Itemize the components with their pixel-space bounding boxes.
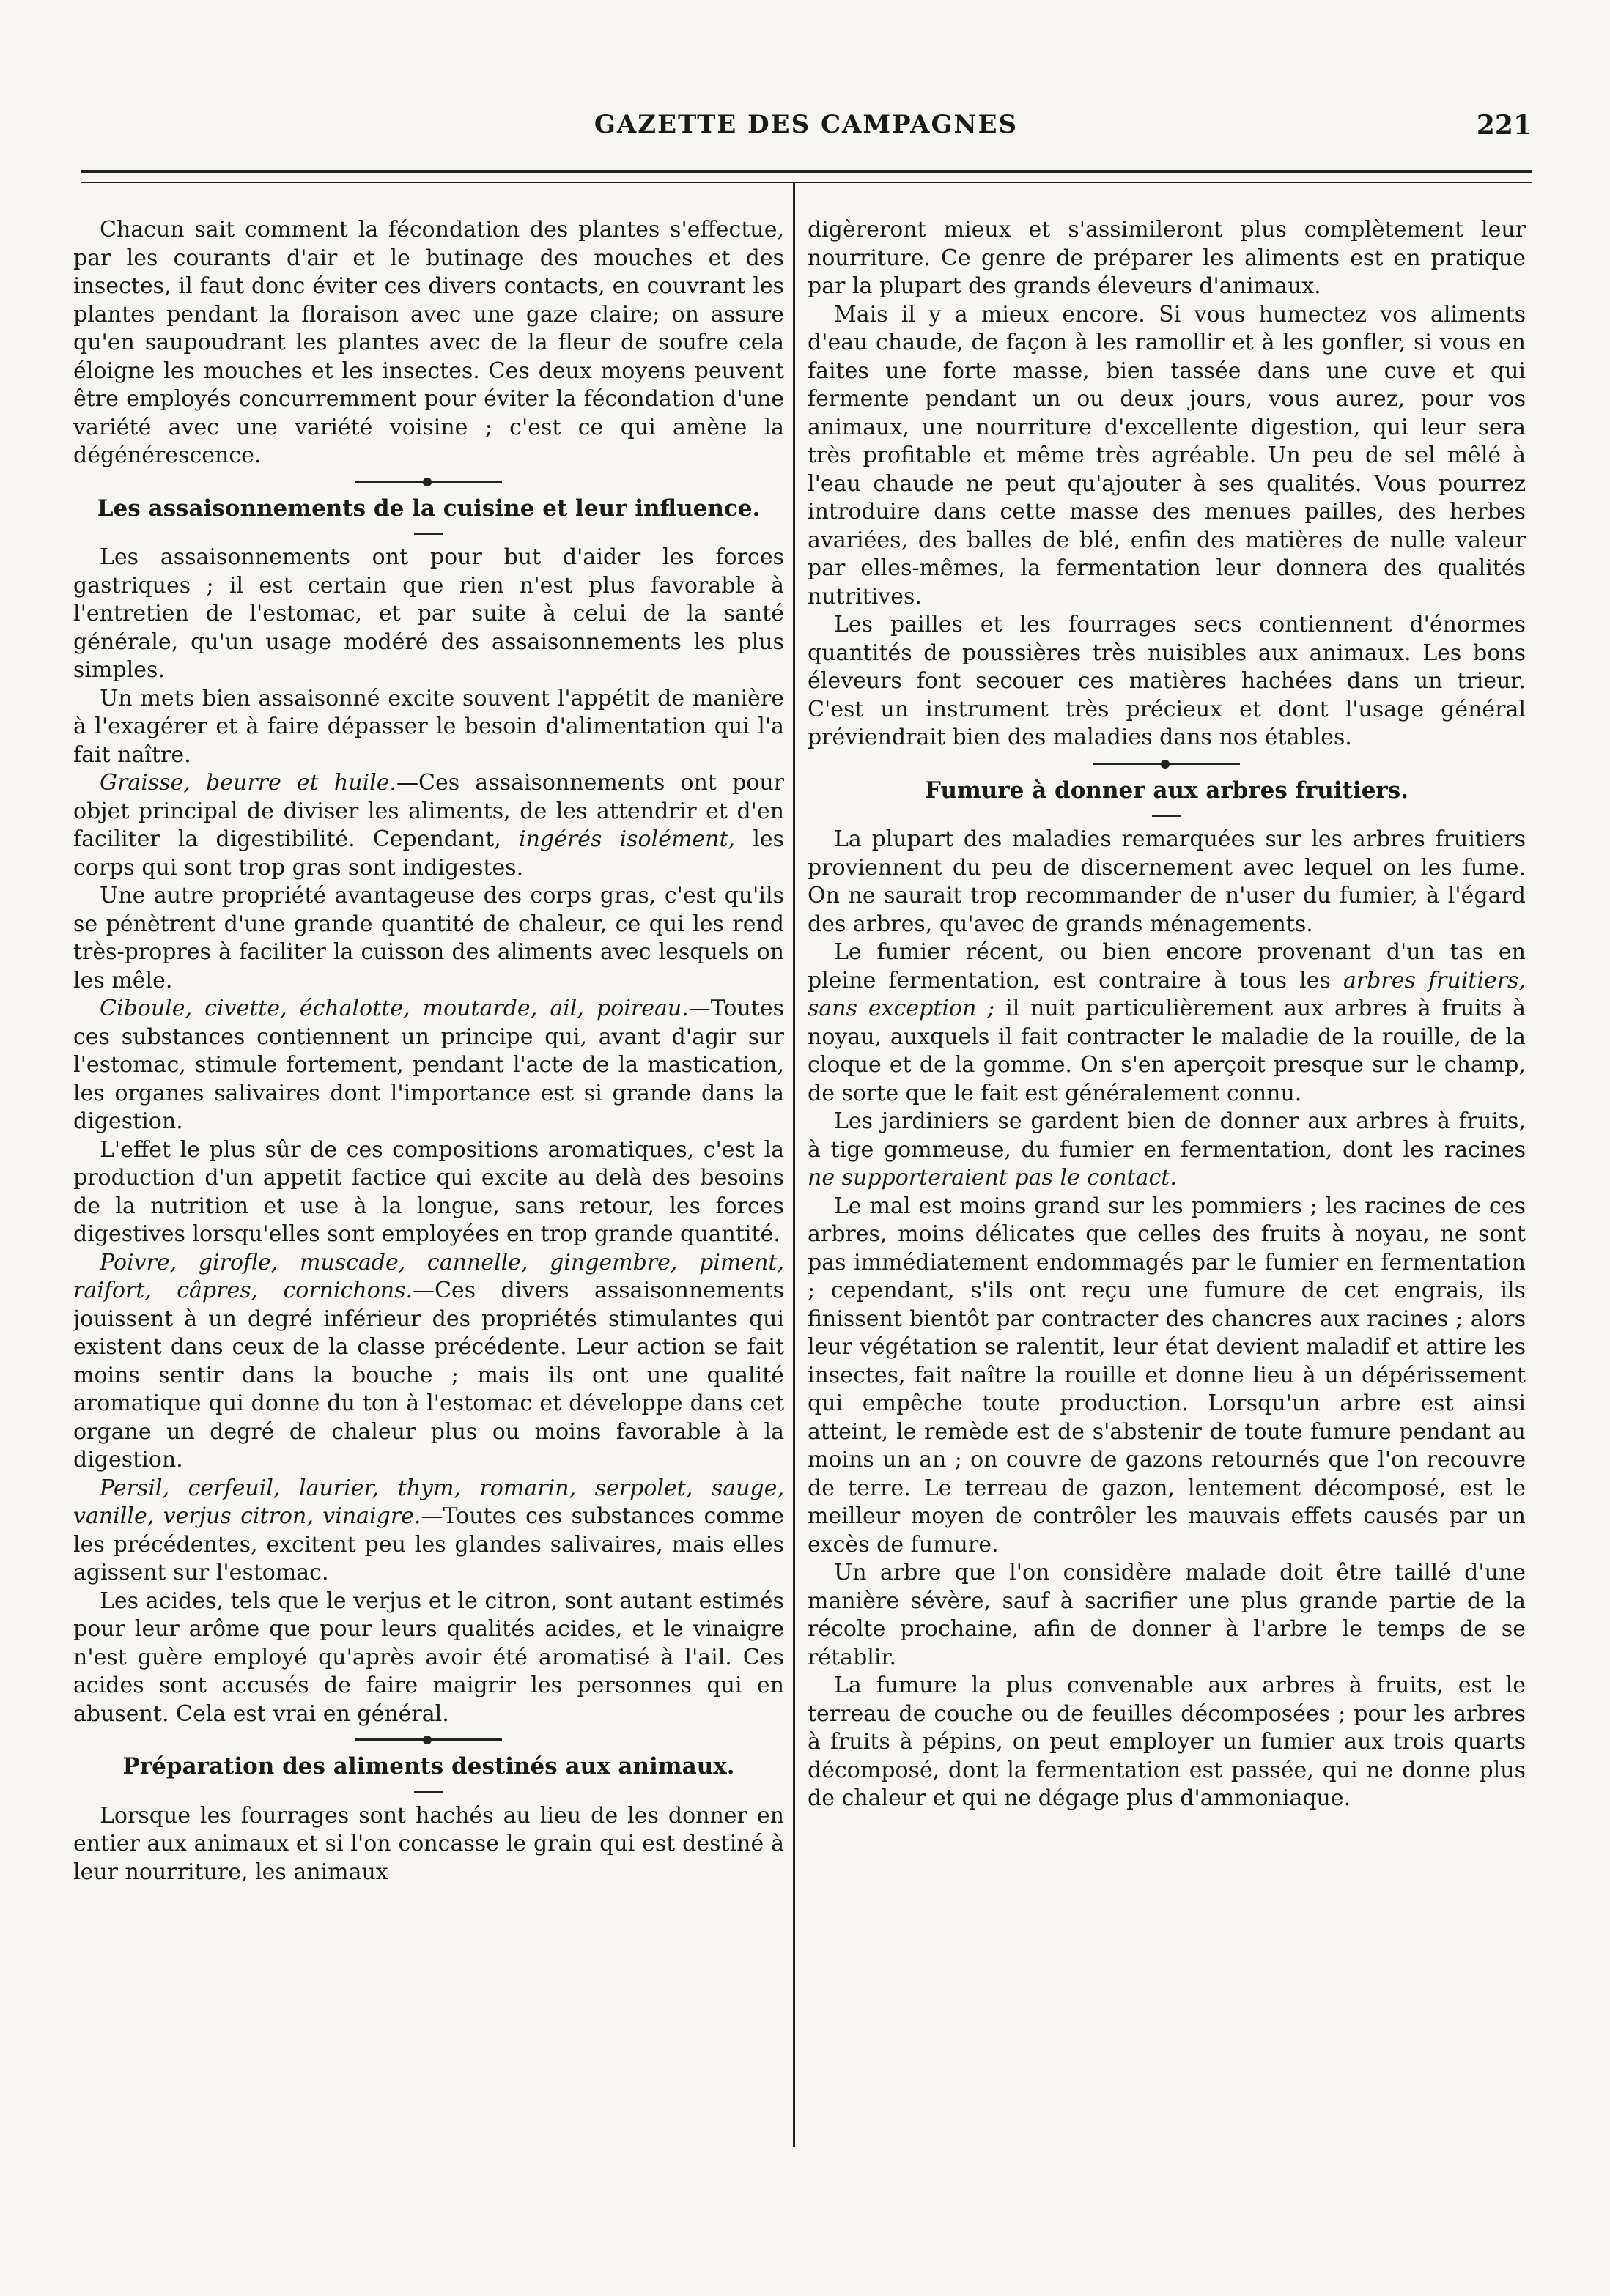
paragraph: Lorsque les fourrages sont hachés au lieu de les donner en entier aux animaux et si l'on concasse le grain qui est destiné à leur nourriture, les animaux — [73, 1802, 784, 1885]
paragraph — [73, 1475, 784, 1588]
section-separator — [355, 481, 502, 483]
italic-heading: Poivre, girofle, muscade, cannelle, gingembre, piment, raifort, câpres, cornichons. — [73, 1249, 784, 1303]
paragraph: Un mets bien assaisonné excite souvent l'appétit de manière à l'exagérer et à faire dépasser le besoin d'alimentation qui l'a fait naître. — [73, 685, 784, 768]
page-number: 221 — [1476, 110, 1532, 141]
paragraph: Les assaisonnements ont pour but d'aider les forces gastriques ; il est certain que rien n'est plus favorable à l'entretien de l'estomac, et par suite à celui de la santé générale, qu'un usage modéré des assaisonnements les plus simples. — [73, 544, 784, 683]
paragraph: Les acides, tels que le verjus et le citron, sont autant estimés pour leur arôme que pour leurs qualités acides, et le vinaigre n'est guère employé qu'après avoir été aromatisé à l'ail. Ces acides sont accusés de faire maigrir les personnes qui en abusent. Cela est vrai en général. — [73, 1588, 784, 1727]
page-header — [81, 110, 1532, 154]
paragraph-text: —Ces assaisonnements ont pour objet principal de diviser les aliments, de les attendrir et d'en faciliter la digestibilité. Cependant, — [73, 770, 784, 852]
paragraph-text: Les jardiniers se gardent bien de donner aux arbres à fruits, à tige gommeuse, du fumier en fermentation, dont les racines — [808, 1108, 1526, 1163]
title-rule — [1152, 815, 1181, 817]
right-column — [808, 216, 1526, 2136]
paragraph: La plupart des maladies remarquées sur les arbres fruitiers proviennent du peu de discernement avec lequel on les fume. On ne saurait trop recommander de n'user du fumier, à l'égard des arbres, qu'avec de grands ménagements. — [808, 826, 1526, 937]
section-title-fruit-trees: Fumure à donner aux arbres fruitiers. — [924, 777, 1409, 804]
paragraph-text: il nuit particulièrement aux arbres à fruits à noyau, auxquels il fait contracter le maladie de la rouille, de la cloque et de la gomme. On s'en aperçoit presque sur le champ, de sorte que le fait est généralement connu. — [808, 996, 1526, 1106]
left-column — [73, 216, 784, 2136]
paragraph: Le mal est moins grand sur les pommiers ; les racines de ces arbres, moins délicates que celles des fruits à noyau, ne sont pas immédiatement endommagés par le fumier en fermentation ; cependant, s'ils ont reçu une fumure de cet engrais, ils finissent bientôt par contracter des chancres aux racines ; alors leur végétation se ralentit, leur état devient maladif et attire les insectes, fait naître la rouille et donne lieu à un dépérissement qui empêche toute production. Lorsqu'un arbre est ainsi atteint, le remède est de s'abstenir de toute fumure pendant au moins un an ; on couvre de gazons retournés que l'on recouvre de terre. Le terreau de gazon, lentement décomposé, est le meilleur moyen de contrôler les mauvais effets causés par un excès de fumure. — [808, 1193, 1526, 1558]
section-separator — [1093, 763, 1240, 765]
italic-text: ingérés isolément, — [519, 826, 736, 852]
paragraph — [73, 1249, 784, 1475]
italic-text: arbres fruitiers, sans exception ; — [808, 967, 1526, 1021]
paragraph: digèreront mieux et s'assimileront plus complètement leur nourriture. Ce genre de préparer les aliments est en pratique par la plupart des grands éleveurs d'animaux. — [808, 217, 1526, 299]
running-title: GAZETTE DES CAMPAGNES — [594, 110, 1019, 139]
paragraph — [808, 938, 1526, 1108]
paragraph: L'effet le plus sûr de ces compositions aromatiques, c'est la production d'un appetit factice qui excite au delà des besoins de la nutrition et use à la longue, sans retour, les forces digestives lorsqu'elles sont employées en trop grande quantité. — [73, 1136, 784, 1247]
paragraph: Chacun sait comment la fécondation des plantes s'effectue, par les courants d'air et le butinage des mouches et des insectes, il faut donc éviter ces divers contacts, en couvrant les plantes pendant la floraison avec une gaze claire; on assure qu'en saupoudrant les plantes avec de la fleur de soufre cela éloigne les mouches et les insectes. Ces deux moyens peuvent être employés concurremment pour éviter la fécondation d'une variété avec une variété voisine ; c'est ce qui amène la dégénérescence. — [73, 217, 784, 468]
section-separator — [355, 1738, 502, 1741]
italic-text: ne supporteraient pas le contact. — [808, 1165, 1177, 1190]
paragraph: Mais il y a mieux encore. Si vous humectez vos aliments d'eau chaude, de façon à les ramollir et à les gonfler, si vous en faites une forte masse, bien tassée dans une cuve et qui fermente pendant un ou deux jours, vous aurez, pour vos animaux, une nourriture d'excellente digestion, qui leur sera très profitable et même très agréable. Un peu de sel mêlé à l'eau chaude ne peut qu'ajouter à ses qualités. Vous pourrez introduire dans cette masse des menues pailles, des herbes avariées, des balles de blé, enfin des matières de nulle valeur par elles-mêmes, la fermentation leur donnera des qualités nutritives. — [808, 301, 1526, 610]
paragraph-text: les corps qui sont trop gras sont indigestes. — [73, 826, 784, 881]
title-rule — [414, 1791, 443, 1793]
italic-heading: Ciboule, civette, échalotte, moutarde, ail, poireau. — [100, 996, 689, 1021]
paragraph — [73, 769, 784, 882]
paragraph: La fumure la plus convenable aux arbres à fruits, est le terreau de couche ou de feuilles décomposées ; pour les arbres à fruits à pépins, on peut employer un fumier aux trois quarts décomposé, dont la fermentation est passée, qui ne donne plus de chaleur et qui ne dégage plus d'ammoniaque. — [808, 1673, 1526, 1811]
paragraph-text: —Toutes ces substances comme les précédentes, excitent peu les glandes salivaires, mais elles agissent sur l'estomac. — [73, 1503, 784, 1585]
paragraph — [808, 1108, 1526, 1193]
section-title-seasonings: Les assaisonnements de la cuisine et leur influence. — [97, 495, 761, 522]
paragraph: Une autre propriété avantageuse des corps gras, c'est qu'ils se pénètrent d'une grande quantité de chaleur, ce qui les rend très-propres à faciliter la cuisson des aliments avec lesquels on les mêle. — [73, 883, 784, 993]
paragraph-text: —Ces divers assaisonnements jouissent à un degré inférieur des propriétés stimulantes qui existent dans ceux de la classe précédente. Leur action se fait moins sentir dans la bouche ; mais ils ont une qualité aromatique qui donne du ton à l'estomac et développe dans cet organe un degré de chaleur plus ou moins favorable à la digestion. — [73, 1278, 784, 1473]
section-title-animal-feed: Préparation des aliments destinés aux animaux. — [122, 1753, 735, 1780]
paragraph: Les pailles et les fourrages secs contiennent d'énormes quantités de poussières très nuisibles aux animaux. Les bons éleveurs font secouer ces matières hachées dans un trieur. C'est un instrument très précieux et dont l'usage général préviendrait bien des maladies dans nos étables. — [808, 612, 1526, 750]
paragraph-text: —Toutes ces substances contiennent un principe qui, avant d'agir sur l'estomac, stimule fortement, pendant l'acte de la mastication, les organes salivaires dont l'importance est si grande dans la digestion. — [73, 996, 784, 1134]
italic-heading: Persil, cerfeuil, laurier, thym, romarin, serpolet, sauge, vanille, verjus citron, vinaigre. — [73, 1475, 784, 1529]
header-rule — [81, 170, 1532, 183]
paragraph: Un arbre que l'on considère malade doit être taillé d'une manière sévère, sauf à sacrifier une plus grande partie de la récolte prochaine, afin de donner à l'arbre le temps de se rétablir. — [808, 1560, 1526, 1670]
italic-heading: Graisse, beurre et huile. — [100, 770, 397, 796]
paragraph-text: Le fumier récent, ou bien encore provenant d'un tas en pleine fermentation, est contraire à tous les — [808, 939, 1526, 993]
title-rule — [414, 533, 443, 535]
paragraph — [73, 995, 784, 1136]
column-divider — [793, 183, 795, 2147]
